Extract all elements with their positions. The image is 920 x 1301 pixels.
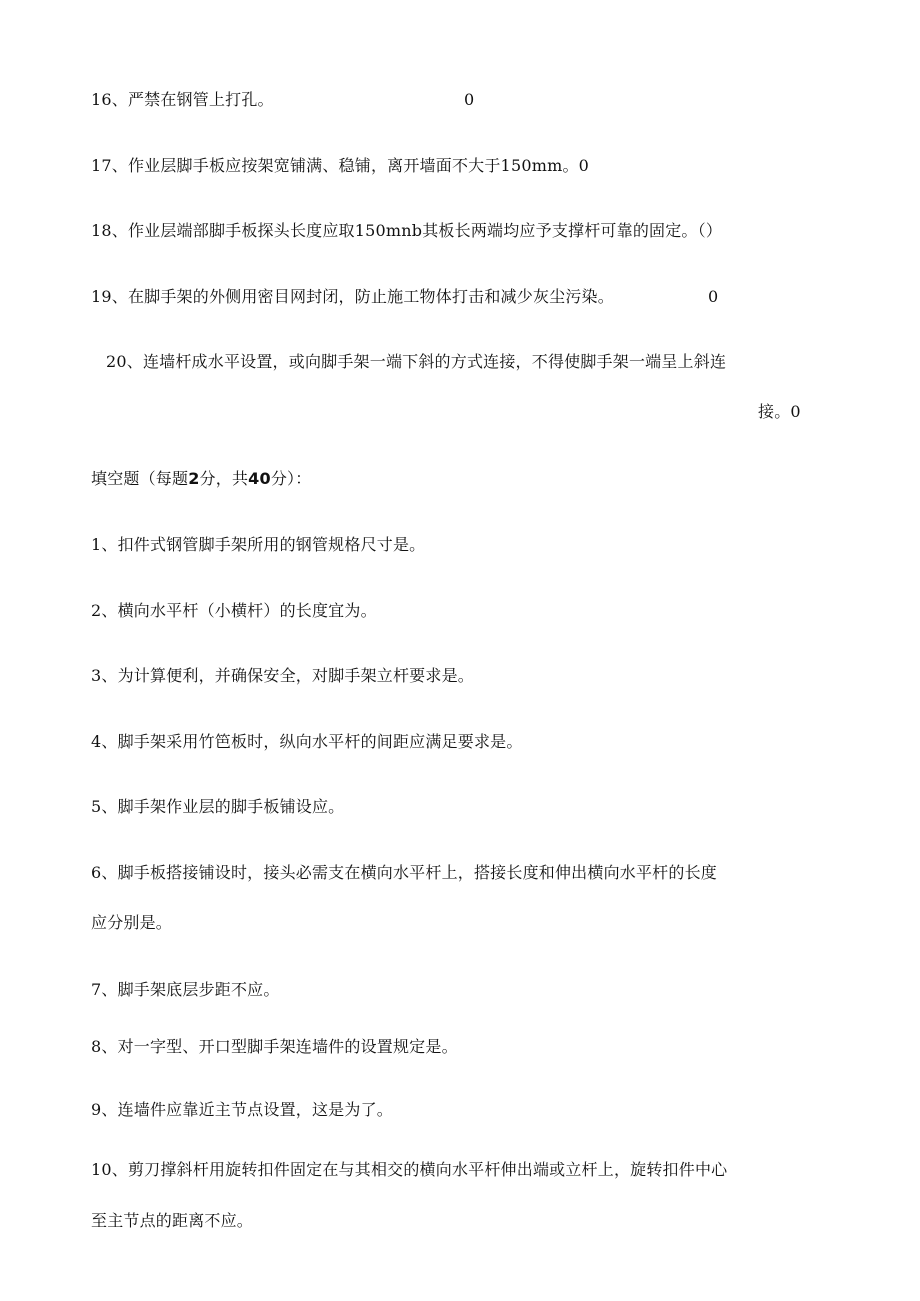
fill-item-1: 1、扣件式钢管脚手架所用的钢管规格尺寸是。 [91,535,426,554]
question-20-line2: 接。0 [758,402,801,421]
header-middle: 分，共 [199,469,249,488]
question-17: 17、作业层脚手板应按架宽铺满、稳铺，离开墙面不大于150mm。0 [91,156,590,175]
fill-item-10-line1: 10、剪刀撑斜杆用旋转扣件固定在与其相交的横向水平杆伸出端或立杆上，旋转扣件中心 [91,1160,728,1179]
fill-item-4: 4、脚手架采用竹笆板时，纵向水平杆的间距应满足要求是。 [91,732,523,751]
fill-item-10-line2: 至主节点的距离不应。 [91,1211,254,1230]
question-18: 18、作业层端部脚手板探头长度应取150mnb其板长两端均应予支撑杆可靠的固定。（） [91,221,723,240]
header-suffix: 分）： [270,469,312,488]
header-score: 2 [188,469,200,488]
fill-item-7: 7、脚手架底层步距不应。 [91,980,280,999]
fill-item-8: 8、对一字型、开口型脚手架连墙件的设置规定是。 [91,1037,458,1056]
fill-item-5: 5、脚手架作业层的脚手板铺设应。 [91,797,345,816]
answer-mark-16: 0 [464,90,475,109]
header-total: 40 [248,469,271,488]
fill-item-3: 3、为计算便利，并确保安全，对脚手架立杆要求是。 [91,666,474,685]
fill-item-2: 2、横向水平杆（小横杆）的长度宜为。 [91,601,377,620]
fill-item-9: 9、连墙件应靠近主节点设置，这是为了。 [91,1100,393,1119]
question-20-line1: 20、连墙杆成水平设置，或向脚手架一端下斜的方式连接，不得使脚手架一端呈上斜连 [106,352,727,371]
header-prefix: 填空题（每题 [91,469,189,488]
fill-item-6-line2: 应分别是。 [91,913,173,932]
section-header-fill-blank [91,469,311,489]
fill-item-6-line1: 6、脚手板搭接铺设时，接头必需支在横向水平杆上，搭接长度和伸出横向水平杆的长度 [91,863,717,882]
question-16: 16、严禁在钢管上打孔。 [91,90,274,109]
question-19: 19、在脚手架的外侧用密目网封闭，防止施工物体打击和减少灰尘污染。 [91,287,614,306]
answer-mark-19: 0 [708,287,719,306]
